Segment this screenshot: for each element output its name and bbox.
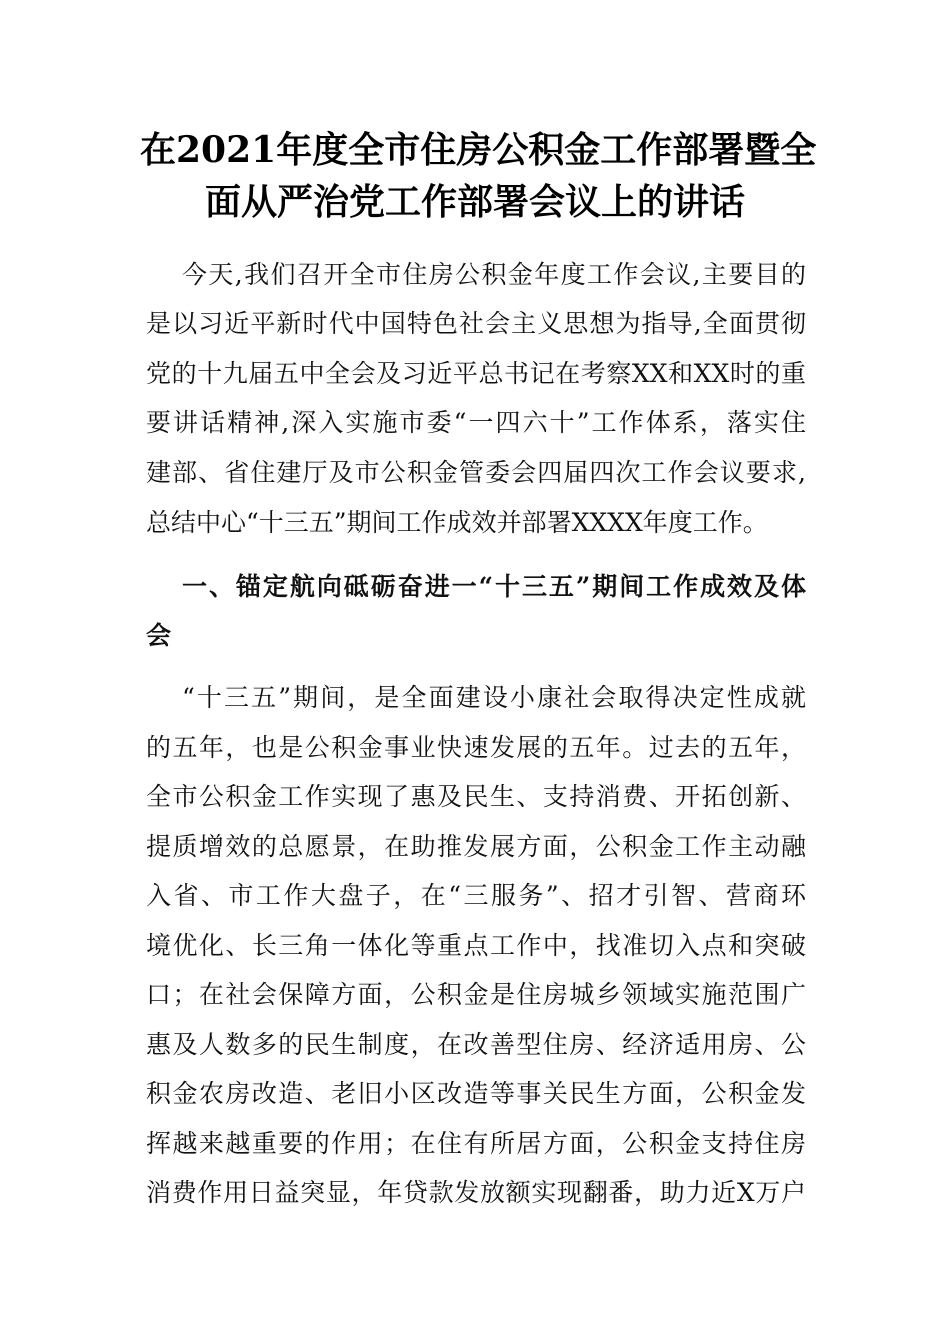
paragraph-1-line-5: 建部、省住建厅及市公积金管委会四届四次工作会议要求, — [146, 458, 806, 487]
paragraph-2-line-2: 的五年，也是公积金事业快速发展的五年。过去的五年， — [146, 733, 806, 762]
paragraph-1-line-4: 要讲话精神,深入实施市委“一四六十”工作体系，落实住 — [146, 408, 806, 437]
paragraph-2-line-4: 提质增效的总愿景，在助推发展方面，公积金工作主动融 — [146, 832, 806, 861]
paragraph-2-line-1: “十三五”期间，是全面建设小康社会取得决定性成就 — [182, 683, 806, 712]
paragraph-2-line-10: 挥越来越重要的作用；在住有所居方面，公积金支持住房 — [146, 1129, 806, 1158]
paragraph-1-line-1: 今天,我们召开全市住房公积金年度工作会议,主要目的 — [182, 260, 806, 289]
paragraph-2-line-8: 惠及人数多的民生制度，在改善型住房、经济适用房、公 — [146, 1030, 806, 1059]
document-title-line-2: 面从严治党工作部署会议上的讲话 — [204, 181, 745, 223]
paragraph-1-line-2: 是以习近平新时代中国特色社会主义思想为指导,全面贯彻 — [146, 309, 806, 338]
paragraph-2-line-5: 入省、市工作大盘子，在“三服务”、招才引智、营商环 — [146, 881, 806, 910]
paragraph-1-line-6: 总结中心“十三五”期间工作成效并部署XXXX年度工作。 — [146, 508, 768, 537]
paragraph-2-line-6: 境优化、长三角一体化等重点工作中，找准切入点和突破 — [146, 931, 806, 960]
paragraph-2-line-3: 全市公积金工作实现了惠及民生、支持消费、开拓创新、 — [146, 782, 806, 811]
paragraph-1-line-3: 党的十九届五中全会及习近平总书记在考察XX和XX时的重 — [146, 359, 806, 388]
paragraph-2-line-9: 积金农房改造、老旧小区改造等事关民生方面，公积金发 — [146, 1079, 806, 1108]
section-heading-1-line-2: 会 — [146, 621, 172, 650]
paragraph-2-line-7: 口；在社会保障方面，公积金是住房城乡领域实施范围广 — [146, 980, 806, 1009]
section-heading-1-line-1: 一、锚定航向砥砺奋进一“十三五”期间工作成效及体 — [182, 572, 806, 601]
document-title-line-1: 在2021年度全市住房公积金工作部署暨全 — [140, 129, 817, 171]
paragraph-2-line-11: 消费作用日益突显，年贷款发放额实现翻番，助力近X万户 — [146, 1178, 806, 1207]
